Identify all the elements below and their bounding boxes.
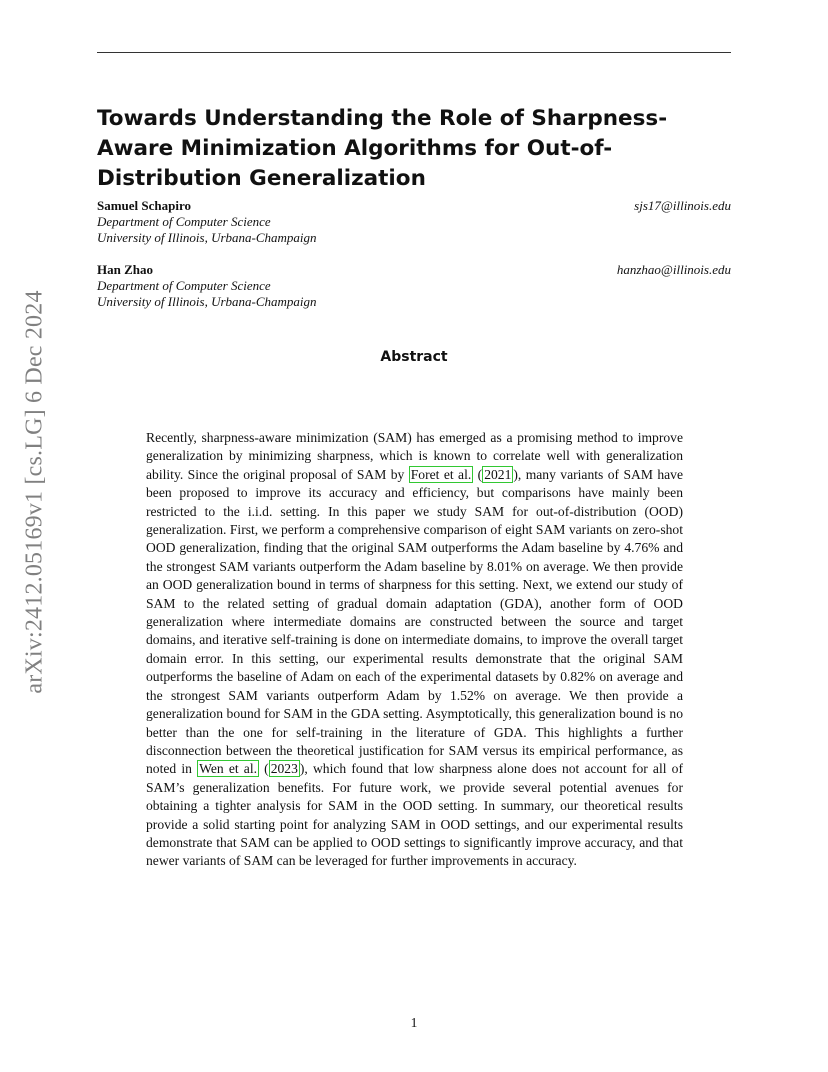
- citation-link[interactable]: Foret et al.: [410, 466, 472, 482]
- abstract-body: [146, 429, 683, 871]
- page-number: 1: [410, 1015, 418, 1030]
- citation-paren: (: [259, 761, 269, 777]
- author-block-1: [97, 198, 731, 246]
- author-name: Samuel Schapiro: [97, 198, 192, 213]
- arxiv-stamp-text: arXiv:2412.05169v1 [cs.LG] 6 Dec 2024: [21, 290, 48, 694]
- author-department: Department of Computer Science: [97, 278, 271, 293]
- citation-year-link[interactable]: 2023: [270, 761, 298, 777]
- abstract-text: ), which found that low sharpness alone does not account for all of SAM’s generalization benefits. For future work, we provide several potential avenues for obtaining a tighter analysis for SAM in the OOD setting. In summary, our theoretical results provide a solid starting point for analyzing SAM in OOD settings, and our experimental results demonstrate that SAM can be applied to OOD settings to significantly improve accuracy, and that newer variants of SAM can be leveraged for further improvements in accuracy.: [146, 761, 683, 869]
- author-name: Han Zhao: [97, 262, 153, 277]
- author-block-2: [97, 262, 731, 310]
- paper-title: Towards Understanding the Role of Sharpness-Aware Minimization Algorithms for Out-of-Distribution Generalization: [97, 106, 668, 191]
- author-department: Department of Computer Science: [97, 214, 271, 229]
- author-email[interactable]: sjs17@illinois.edu: [634, 198, 731, 213]
- abstract-heading: Abstract: [380, 349, 448, 365]
- abstract-text: ), many variants of SAM have been proposed to improve its accuracy and efficiency, but comparisons have mainly been restricted to the i.i.d. setting. In this paper we study SAM for out-of-distribution (OOD) generalization. First, we perform a comprehensive comparison of eight SAM variants on zero-shot OOD generalization, finding that the original SAM outperforms the Adam baseline by 4.76% and the strongest SAM variants outperform the Adam baseline by 8.01% on average. We then provide an OOD generalization bound in terms of sharpness for this setting. Next, we extend our study of SAM to the related setting of gradual domain adaptation (GDA), another form of OOD generalization where intermediate domains are constructed between the source and target domains, and iterative self-training is done on intermediate domains, to improve the overall target domain error. In this setting, our experimental results demonstrate that the original SAM outperforms the baseline of Adam on each of the experimental datasets by 0.82% on average and the strongest SAM variants outperform Adam by 1.52% on average. We then provide a generalization bound for SAM in the GDA setting. Asymptotically, this generalization bound is no better than the one for self-training in the literature of GDA. This highlights a further disconnection between the theoretical justification for SAM versus its empirical performance, as noted in: [146, 466, 683, 777]
- citation-link[interactable]: Wen et al.: [199, 761, 257, 777]
- citation-year-link[interactable]: 2021: [484, 466, 512, 482]
- arxiv-stamp: [20, 292, 50, 692]
- author-university: University of Illinois, Urbana-Champaign: [97, 294, 317, 309]
- header-rule: [97, 52, 731, 53]
- author-email[interactable]: hanzhao@illinois.edu: [616, 262, 731, 277]
- abstract-text: Recently, sharpness-aware minimization (SAM) has emerged as a promising method to improve generalization by minimizing sharpness, which is known to correlate well with generalization ability. Since the original proposal of SAM by: [146, 430, 683, 482]
- citation-paren: (: [473, 466, 483, 482]
- author-university: University of Illinois, Urbana-Champaign: [97, 230, 317, 245]
